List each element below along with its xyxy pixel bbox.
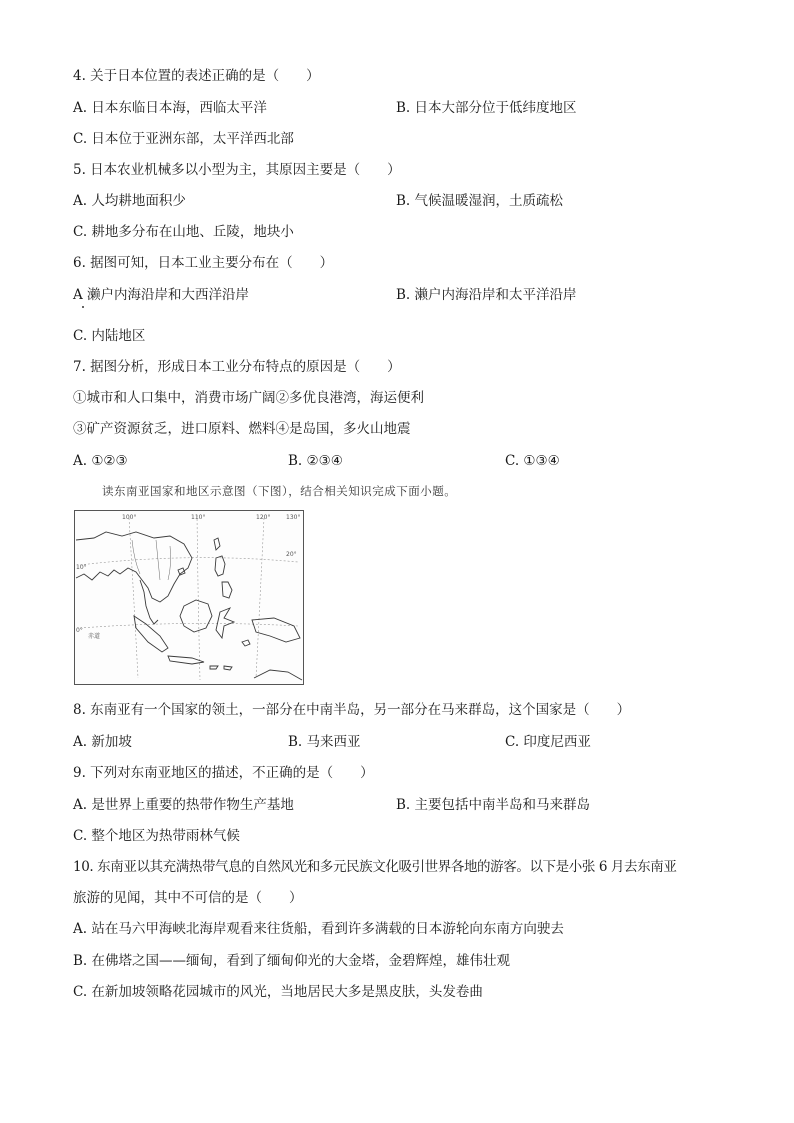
q9-option-c: C. 整个地区为热带雨林气候 [73, 828, 240, 844]
q9-option-a: A. 是世界上重要的热带作物生产基地 [73, 797, 294, 813]
q5-option-a: A. 人均耕地面积少 [73, 193, 186, 209]
q5-option-c: C. 耕地多分布在山地、丘陵，地块小 [73, 224, 294, 240]
q7-statement-1: ①城市和人口集中，消费市场广阔②多优良港湾，海运便利 [73, 390, 424, 406]
map-lon-label: 110° [191, 514, 206, 521]
q5-stem: 5. 日本农业机械多以小型为主，其原因主要是（ ） [73, 162, 401, 178]
q7-option-a: A. ①②③ [73, 453, 128, 469]
q4-option-c: C. 日本位于亚洲东部，太平洋西北部 [73, 131, 294, 147]
q5-option-b: B. 气候温暖湿润，土质疏松 [396, 193, 564, 209]
q8-option-c: C. 印度尼西亚 [505, 734, 591, 750]
q7-option-c: C. ①③④ [505, 453, 560, 469]
q9-option-b: B. 主要包括中南半岛和马来群岛 [396, 797, 591, 813]
q10-stem-line-1: 10. 东南亚以其充满热带气息的自然风光和多元民族文化吸引世界各地的游客。以下是小张 6 月去东南亚 [73, 859, 677, 875]
southeast-asia-map [74, 510, 304, 685]
q10-option-a: A. 站在马六甲海峡北海岸观看来往货船，看到许多满载的日本游轮向东南方向驶去 [73, 921, 564, 937]
map-lon-label: 130° [286, 514, 301, 521]
map-lat-label: 20° [286, 551, 297, 558]
q6-option-c: C. 内陆地区 [73, 328, 146, 344]
map-intro: 读东南亚国家和地区示意图（下图），结合相关知识完成下面小题。 [102, 484, 457, 498]
q8-option-b: B. 马来西亚 [288, 734, 361, 750]
q6-stem: 6. 据图可知，日本工业主要分布在（ ） [73, 255, 334, 271]
q8-stem: 8. 东南亚有一个国家的领土，一部分在中南半岛，另一部分在马来群岛，这个国家是（ ） [73, 702, 631, 718]
map-lat-label: 10° [76, 564, 87, 571]
q10-option-b: B. 在佛塔之国——缅甸，看到了缅甸仰光的大金塔，金碧辉煌，雄伟壮观 [73, 953, 511, 969]
q4-option-b: B. 日本大部分位于低纬度地区 [396, 100, 577, 116]
q6-option-a: A 濑户内海沿岸和大西洋沿岸 [73, 287, 250, 303]
q8-option-a: A. 新加坡 [73, 734, 132, 750]
q10-stem-line-2: 旅游的见闻，其中不可信的是（ ） [73, 890, 303, 906]
q9-stem: 9. 下列对东南亚地区的描述，不正确的是（ ） [73, 765, 374, 781]
q10-option-c: C. 在新加坡领略花园城市的风光，当地居民大多是黑皮肤，头发卷曲 [73, 984, 483, 1000]
scan-speck [82, 306, 84, 308]
map-lon-label: 120° [256, 514, 271, 521]
q4-stem: 4. 关于日本位置的表述正确的是（ ） [73, 68, 320, 84]
map-lat-label: 0° [76, 627, 83, 634]
map-equator-label: 赤道 [88, 633, 101, 640]
q4-option-a: A. 日本东临日本海，西临太平洋 [73, 100, 267, 116]
q7-statement-2: ③矿产资源贫乏，进口原料、燃料④是岛国，多火山地震 [73, 421, 411, 437]
q7-stem: 7. 据图分析，形成日本工业分布特点的原因是（ ） [73, 359, 401, 375]
map-lon-label: 100° [122, 514, 137, 521]
q6-option-b: B. 濑户内海沿岸和太平洋沿岸 [396, 287, 577, 303]
q7-option-b: B. ②③④ [288, 453, 343, 469]
